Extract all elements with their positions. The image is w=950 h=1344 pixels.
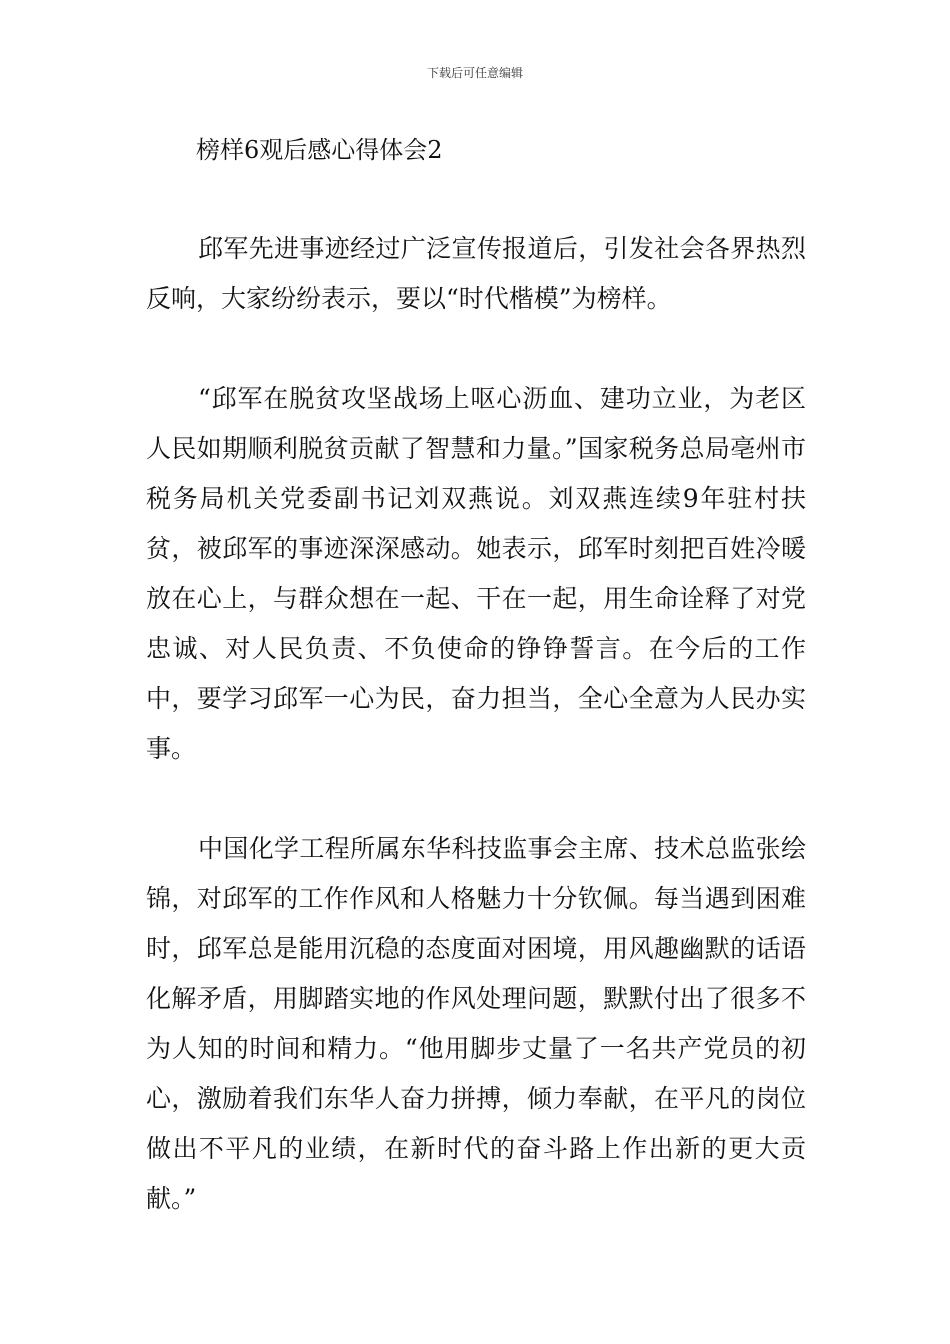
header-note: 下载后可任意编辑 [426,66,523,80]
document-title: 榜样6观后感心得体会2 [196,136,443,164]
paragraph-1: 邱军先进事迹经过广泛宣传报道后，引发社会各界热烈反响，大家纷纷表示，要以“时代楷模”为榜样。 [146,234,806,313]
paragraph-3: 中国化学工程所属东华科技监事会主席、技术总监张绘锦，对邱军的工作作风和人格魅力十分钦佩。每当遇到困难时，邱军总是能用沉稳的态度面对困境，用风趣幽默的话语化解矛盾，用脚踏实地的作风处理问题，默默付出了很多不为人知的时间和精力。“他用脚步丈量了一名共产党员的初心，激励着我们东华人奋力拼搏，倾力奉献，在平凡的岗位做出不平凡的业绩，在新时代的奋斗路上作出新的更大贡献。” [146,834,806,1213]
paragraph-2: “邱军在脱贫攻坚战场上呕心沥血、建功立业，为老区人民如期顺利脱贫贡献了智慧和力量。”国家税务总局亳州市税务局机关党委副书记刘双燕说。刘双燕连续9年驻村扶贫，被邱军的事迹深深感动。她表示，邱军时刻把百姓冷暖放在心上，与群众想在一起、干在一起，用生命诠释了对党忠诚、对人民负责、不负使命的铮铮誓言。在今后的工作中，要学习邱军一心为民，奋力担当，全心全意为人民办实事。 [146,384,806,763]
